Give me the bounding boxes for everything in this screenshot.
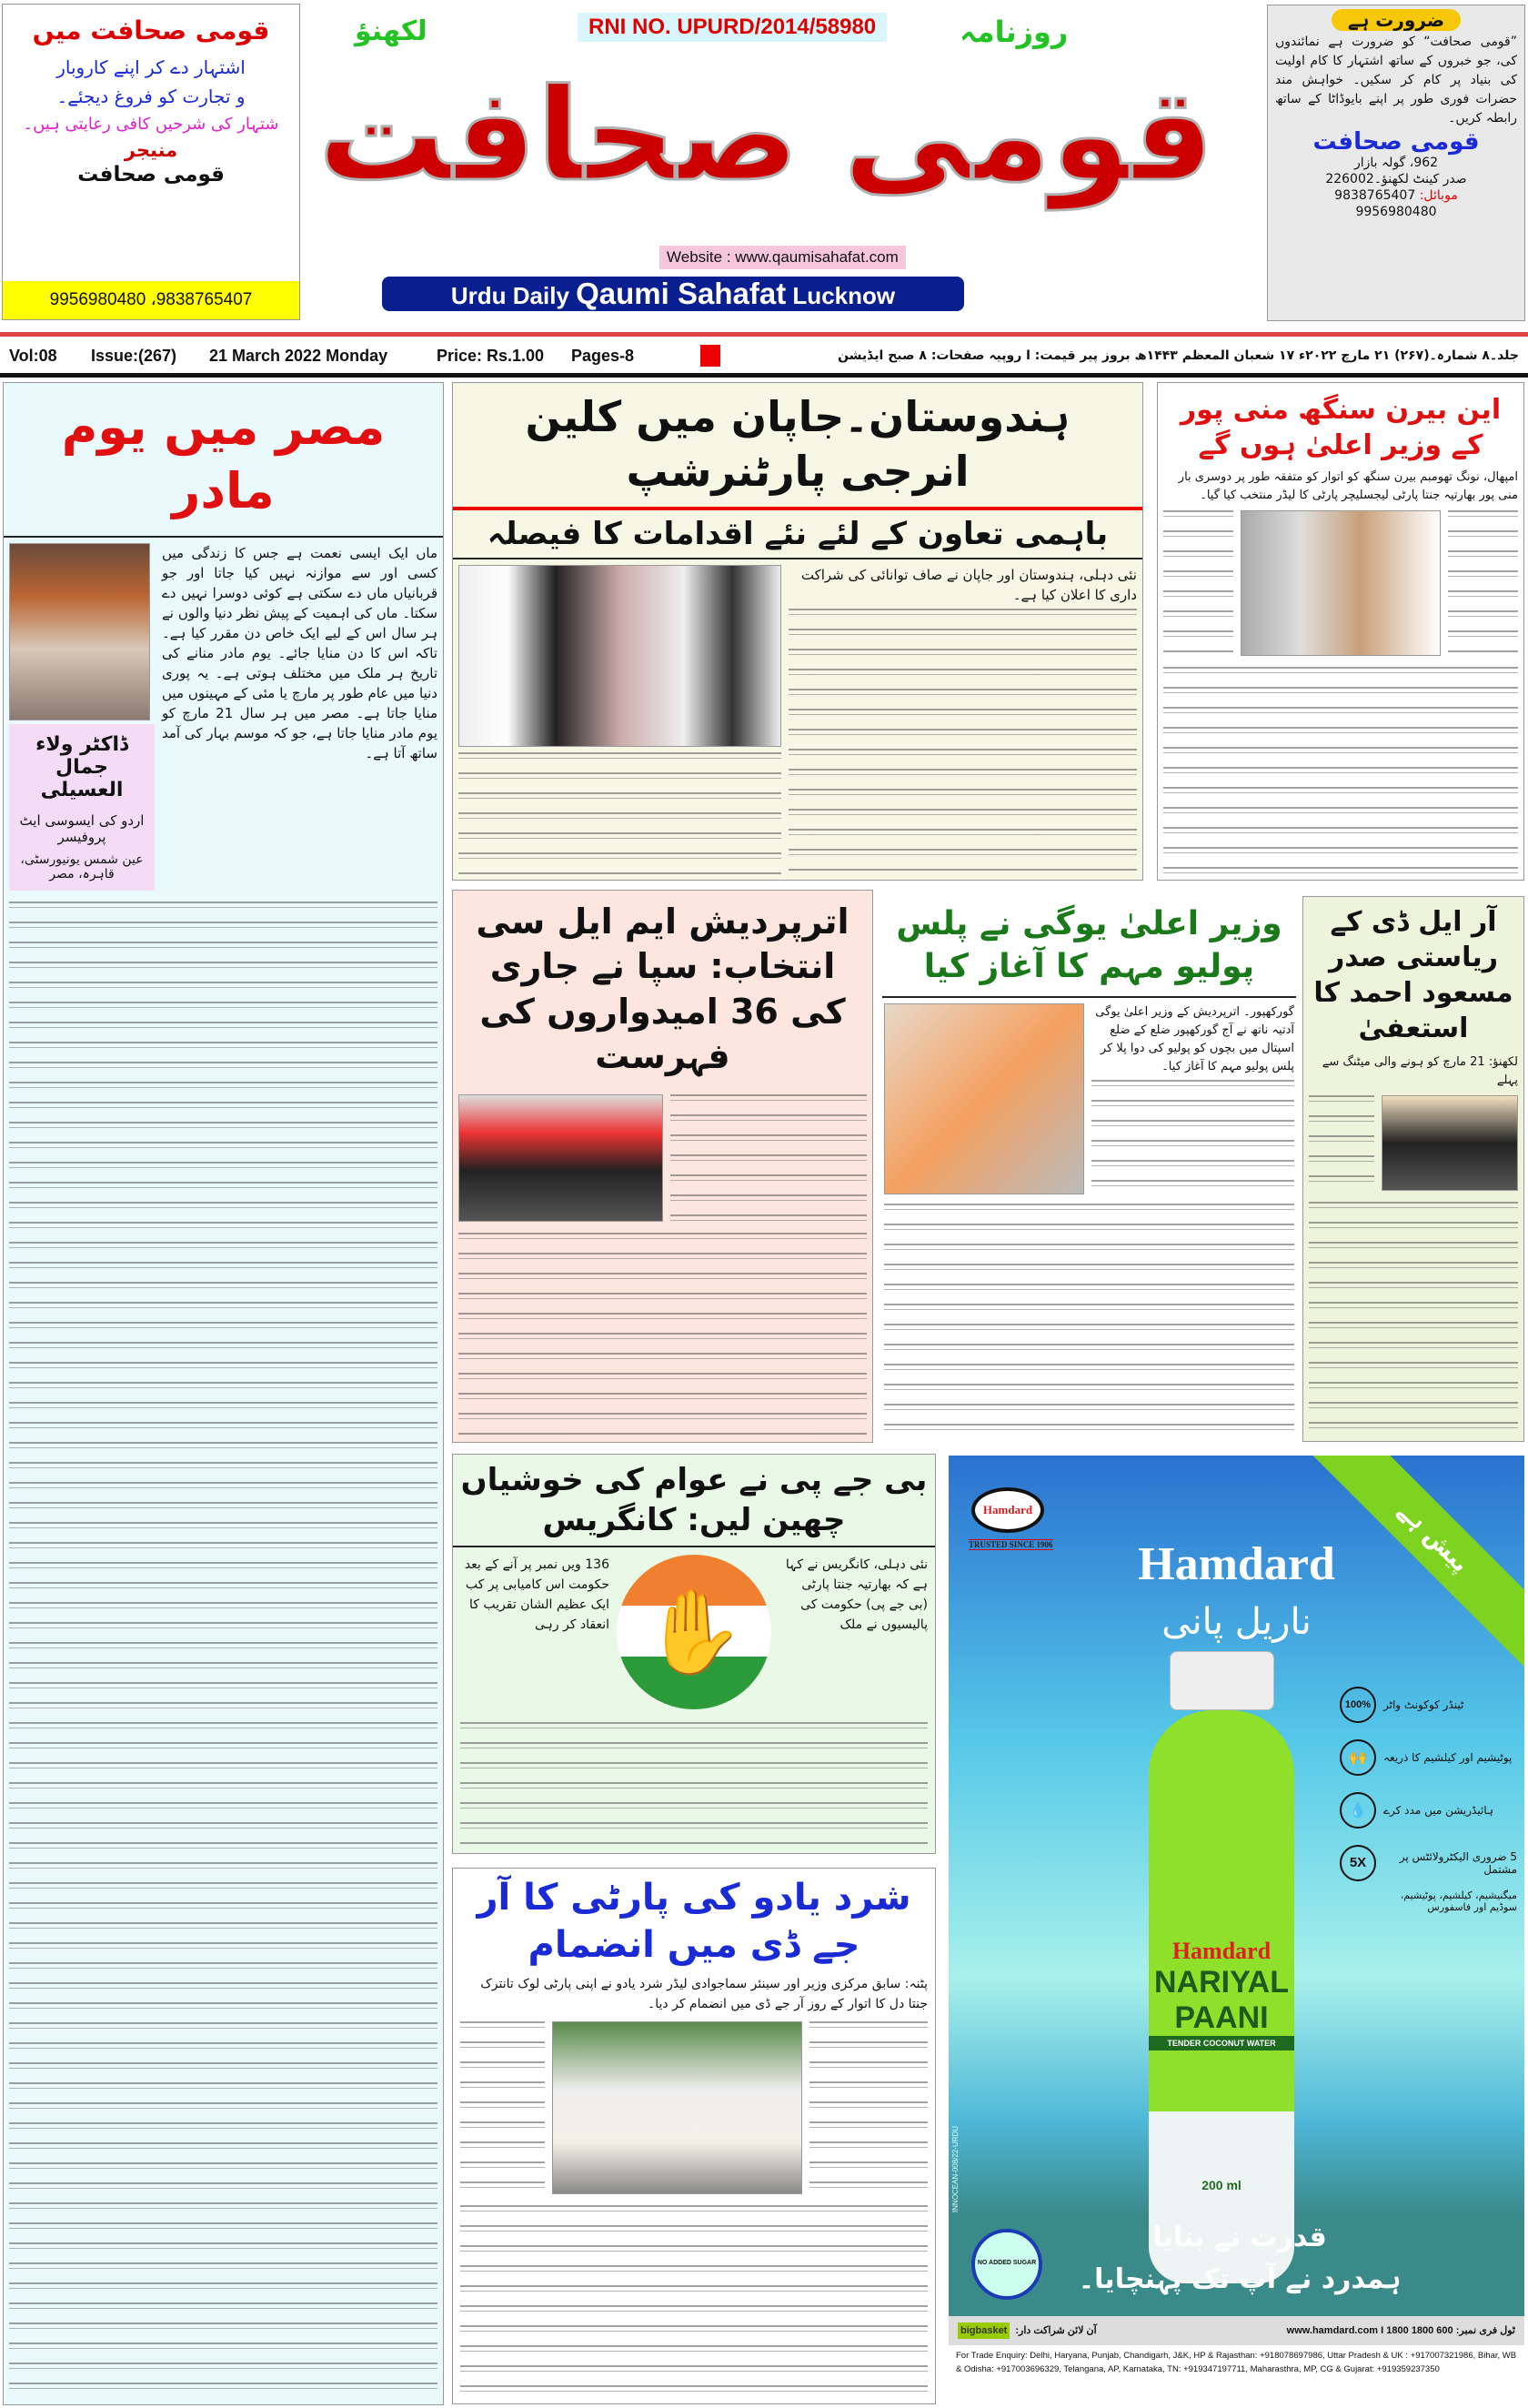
logo-text: Hamdard xyxy=(982,1503,1033,1516)
headline: این بیرن سنگھ منی پور کے وزیر اعلیٰ ہوں گے xyxy=(1180,394,1502,461)
article-body-text xyxy=(884,1204,1294,1438)
article-lead: نئی دہلی، ہندوستان اور جاپان نے صاف توانائی کی شراکت داری کا اعلان کیا ہے۔ xyxy=(800,566,1137,603)
article-body-text xyxy=(670,1094,867,1222)
article-body-text xyxy=(1163,667,1518,874)
article-lead: ماں ایک ایسی نعمت ہے جس کا زندگی میں کسی اور سے موازنہ نہیں کیا جاتا اور جو قربانیاں ماں دے سکتی ہے کوئی دوسرا نہیں دے سکتا۔ ماں کی اہمیت کے پیش نظر دنیا والوں نے ہر سال اس کے لیے ایک خاص دن مقرر کیا ہے۔ تاکہ اس کا دن منایا جائے۔ یوم مادر منانے کی تاریخ ہر ملک میں مختلف ہوتی ہے۔ یہ پوری دنیا میں عام طور پر مارچ یا مئی کے مہینوں میں منایا جاتا ہے۔ مصر میں ہر سال 21 مارچ کو یوم مادر منایا جاتا ہے، جو کہ موسم بہار کی آمد ساتھ آتا ہے۔ xyxy=(162,545,438,762)
author-name: ڈاکٹر ولاء جمال العسیلی xyxy=(35,733,128,802)
newspaper-logo-title: قومی صحافت xyxy=(317,62,1214,210)
wanted-badge: ضرورت ہے xyxy=(1332,9,1461,31)
black-rule xyxy=(0,373,1528,378)
masthead xyxy=(305,4,1260,320)
author-box xyxy=(9,724,155,891)
feature-text: پوٹیشیم اور کیلشیم کا ذریعہ xyxy=(1383,1751,1513,1764)
news-photo-modi-kishida xyxy=(458,565,781,747)
bottle-subtitle: TENDER COCONUT WATER xyxy=(1149,2036,1294,2050)
product-urdu-name: ناریل پانی xyxy=(1161,1601,1312,1643)
issue: Issue:(267) xyxy=(91,347,177,365)
red-square xyxy=(700,345,720,367)
article-content-row xyxy=(453,559,1142,880)
article-up-mlc xyxy=(452,890,873,1443)
ad-brand: Hamdard xyxy=(1138,1538,1335,1590)
article-rld-resignation xyxy=(1302,896,1524,1442)
left-ad-brand: قومی صحافت xyxy=(77,163,225,186)
bigbasket-logo: bigbasket xyxy=(958,2322,1010,2339)
phone: 9838765407 xyxy=(1334,188,1416,203)
article-content-row xyxy=(1158,505,1523,661)
article-bjp-congress xyxy=(452,1454,936,1854)
headline: بی جے پی نے عوام کی خوشیاں چھین لیں: کانگریس xyxy=(453,1455,935,1547)
article-india-japan xyxy=(452,382,1143,881)
person-icon: 🙌 xyxy=(1340,1739,1376,1776)
article-egypt-mothers-day xyxy=(3,382,444,2405)
bottle-brand: Hamdard xyxy=(1171,1938,1272,1964)
article-manipur-cm xyxy=(1157,382,1524,881)
right-ad-brand: قومی صحافت xyxy=(1312,128,1480,156)
author-column xyxy=(9,543,155,891)
red-rule xyxy=(0,332,1528,337)
feature-item xyxy=(1340,1837,1517,1889)
percent-badge-icon: 100% xyxy=(1340,1687,1376,1723)
bottle-body xyxy=(1149,1710,1294,2283)
hamdard-advertisement xyxy=(949,1456,1524,2405)
trusted-since: TRUSTED SINCE 1906 xyxy=(969,1540,1053,1549)
water-drop-icon: 💧 xyxy=(1340,1792,1376,1829)
hamdard-logo xyxy=(971,1487,1044,1533)
address-line: صدر کینٹ لکھنؤ۔226002 xyxy=(1325,172,1467,186)
english-title-banner xyxy=(382,277,964,311)
article-body-text xyxy=(458,1233,867,1436)
dateline-bar xyxy=(0,340,1528,371)
headline: مصر میں یوم مادر xyxy=(4,383,443,538)
price: Price: Rs.1.00 xyxy=(437,347,545,365)
mobile-label: موبائل: xyxy=(1419,188,1458,203)
no-added-sugar-badge xyxy=(971,2229,1042,2300)
tagline: ہمدرد نے آپ تک پہنچایا۔ xyxy=(1078,2263,1402,2295)
left-ad-phones: 9956980480 ،9838765407 xyxy=(3,281,299,319)
english-title-part: Qaumi Sahafat xyxy=(576,277,787,310)
article-body-text xyxy=(460,1722,928,1848)
text-column xyxy=(1091,1003,1294,1194)
address-line: 962، گولہ بازار xyxy=(1353,156,1439,170)
left-ad-manager: منیجر xyxy=(124,139,178,161)
no-sugar-text: NO ADDED SUGAR xyxy=(977,2260,1037,2266)
feature-item xyxy=(1340,1678,1517,1731)
article-body-text xyxy=(1091,1080,1294,1194)
left-ad-line: و تجارت کو فروغ دیجئے۔ xyxy=(56,86,246,107)
volume: Vol:08 xyxy=(9,347,57,365)
article-lead: 136 ویں نمبر پر آنے کے بعد حکومت اس کامیابی پر کب ایک عظیم الشان تقریب کا انعقاد کر رہی xyxy=(464,1557,609,1633)
daily-label: روزنامہ xyxy=(960,15,1069,49)
headline: آر ایل ڈی کے ریاستی صدر مسعود احمد کا استعفیٰ xyxy=(1313,906,1513,1044)
website-link[interactable]: Website : www.qaumisahafat.com xyxy=(659,246,906,269)
article-lead: امپھال، نونگ تھومبم بیرن سنگھ کو اتوار کو متفقہ طور پر دوسری بار منی پور بھارتیہ جنتا پارٹی لیجسلیچر پارٹی کا لیڈر منتخب کیا گیا۔ xyxy=(1178,470,1518,502)
article-body-text xyxy=(460,2205,928,2396)
coconut-water-bottle xyxy=(1149,1651,1294,2297)
news-photo-polio-drops xyxy=(884,1003,1084,1194)
left-ad-line: شتہار کی شرحیں کافی رعایتی ہیں۔ xyxy=(23,115,279,134)
feature-item xyxy=(1340,1731,1517,1784)
left-ad-line: اشتہار دے کر اپنے کاروبار xyxy=(56,56,246,78)
bottle-volume: 200 ml xyxy=(1201,2178,1242,2192)
left-ad-title: قومی صحافت میں xyxy=(32,15,270,45)
text-column xyxy=(789,565,1137,874)
five-x-icon: 5X xyxy=(1340,1845,1376,1881)
article-lead: لکھنؤ: 21 مارچ کو ہونے والی میٹنگ سے پہلے xyxy=(1322,1055,1518,1087)
wanted-text: ”قومی صحافت“ کو ضرورت ہے نمائندوں کی، جو خبروں کے ساتھ اشتہار کا کام اولیت کی بنیاد پر کام کر سکیں۔ خواہش مند حضرات فوری طور پر اپنے بایوڈاٹا کے ساتھ رابطہ کریں۔ xyxy=(1275,35,1517,126)
news-photo-akhilesh xyxy=(458,1094,663,1222)
news-photo-sharad-tejashwi xyxy=(552,2021,802,2194)
ad-footer-contact xyxy=(949,2316,1524,2345)
right-advertisement xyxy=(1267,5,1525,321)
article-lead: گورکھپور۔ اترپردیش کے وزیر اعلیٰ یوگی آدتیہ ناتھ نے آج گورکھپور ضلع کے ضلع اسپتال میں بچوں کو پولیو کی دوا پلا کر پلس پولیو مہم کا آغاز کیا۔ xyxy=(1095,1004,1294,1073)
author-designation: اردو کی ایسوسی ایٹ پروفیسر xyxy=(19,812,145,846)
pages: Pages-8 xyxy=(571,347,635,365)
english-title-part: Urdu Daily xyxy=(450,282,577,309)
bottle-cap xyxy=(1170,1651,1274,1710)
article-content-row xyxy=(1303,1090,1523,1196)
feature-text: 5 ضروری الیکٹرولائٹس پر مشتمل xyxy=(1399,1850,1517,1876)
article-body-text xyxy=(789,609,1137,874)
headline: ہندوستان۔جاپان میں کلین انرجی پارٹنرشپ xyxy=(453,383,1142,510)
feature-item xyxy=(1340,1784,1517,1837)
ribbon-text: پیش ہے xyxy=(1392,1496,1474,1578)
rni-number: RNI NO. UPURD/2014/58980 xyxy=(578,13,887,42)
author-university: عین شمس یونیورسٹی، قاہرہ، مصر xyxy=(20,852,144,882)
news-photo-biren-singh xyxy=(1241,510,1441,656)
article-body-text xyxy=(1309,1202,1518,1436)
tagline: قدرت نے بنایا xyxy=(1152,2222,1327,2253)
article-sharad-yadav xyxy=(452,1868,936,2404)
article-body-text xyxy=(460,2021,545,2194)
article-content-row xyxy=(453,1089,872,1227)
bottle-name: NARIYAL xyxy=(1154,1965,1289,2000)
photo-column xyxy=(458,565,781,874)
english-title-part: Lucknow xyxy=(786,282,896,309)
phone: 9956980480 xyxy=(1355,205,1437,219)
left-advertisement xyxy=(2,4,300,320)
headline: اترپردیش ایم ایل سی انتخاب: سپا نے جاری کی 36 امیدواروں کی فہرست xyxy=(476,902,849,1077)
article-body-text xyxy=(458,752,781,874)
mobile-row xyxy=(1275,188,1517,203)
congress-hand-logo: ✋ xyxy=(617,1555,771,1709)
article-content-row xyxy=(453,1547,935,1717)
article-top-row xyxy=(4,538,443,896)
trade-enquiry: For Trade Enquiry: Delhi, Haryana, Punjab, Chandigarh, J&K, HP & Rajasthan: +918078697986, Uttar Pradesh & UK : +917007321986, Bihar, WB & Odisha: +917003696329, Telangana, AP, Karnataka, TN: +919347197711, Maharasthra, MP, CG & Gujarat: +919359237350 xyxy=(949,2345,1524,2405)
article-lead: پٹنہ: سابق مرکزی وزیر اور سینئر سماجوادی لیڈر شرد یادو نے اپنی پارٹی لوک تانترک جنتا دل کا اتوار کے روز آر جے ڈی میں انضمام کر دیا۔ xyxy=(480,1977,928,2011)
article-content-row xyxy=(882,998,1296,1200)
feature-list xyxy=(1340,1678,1517,1913)
author-photo xyxy=(9,543,150,720)
city-label: لکھنؤ xyxy=(355,15,427,47)
article-body-text xyxy=(9,902,437,2399)
partner-label: آن لائن شراکت دار: xyxy=(1015,2325,1097,2336)
ad-code: INNOCEAN-008/22-URDU xyxy=(951,2125,960,2213)
article-body-text xyxy=(1309,1095,1374,1191)
date: 21 March 2022 Monday xyxy=(209,347,388,365)
article-content-row xyxy=(453,2014,935,2201)
article-lead: نئی دہلی، کانگریس نے کہا ہے کہ بھارتیہ جنتا پارٹی (بی جے پی) حکومت کی پالیسیوں نے ملک xyxy=(785,1557,928,1633)
article-body-text xyxy=(1163,510,1233,656)
feature-text: ٹینڈر کوکونٹ واٹر xyxy=(1383,1698,1464,1711)
subheadline: باہمی تعاون کے لئے نئے اقدامات کا فیصلہ xyxy=(453,510,1142,559)
urdu-dateline: جلد۔۸ شمارہ۔(۲۶۷) ۲۱ مارچ ۲۰۲۲ء ۱۷ شعبان المعظم ۱۴۴۳ھ بروز پیر قیمت: ا روپیہ صفحات: ۸ صبح ایڈیشن xyxy=(838,348,1519,363)
headline: وزیر اعلیٰ یوگی نے پلس پولیو مہم کا آغاز کیا xyxy=(882,896,1296,998)
bottle-name: PAANI xyxy=(1174,2000,1269,2035)
tollfree-website[interactable]: ٹول فری نمبر: www.hamdard.com I 1800 1800 600 xyxy=(1286,2325,1515,2336)
news-photo-masood-ahmad xyxy=(1382,1095,1518,1191)
headline: شرد یادو کی پارٹی کا آر جے ڈی میں انضمام xyxy=(477,1877,911,1966)
partner-group xyxy=(958,2322,1097,2339)
article-body-text xyxy=(809,2021,928,2194)
minerals-text: میگنیشیم، کیلشیم، پوٹیشیم، سوڈیم اور فاسفورس xyxy=(1400,1889,1517,1913)
article-yogi-polio xyxy=(882,896,1296,1442)
article-body-text xyxy=(1448,510,1518,656)
feature-text: ہائیڈریشن میں مدد کرے xyxy=(1383,1804,1493,1817)
